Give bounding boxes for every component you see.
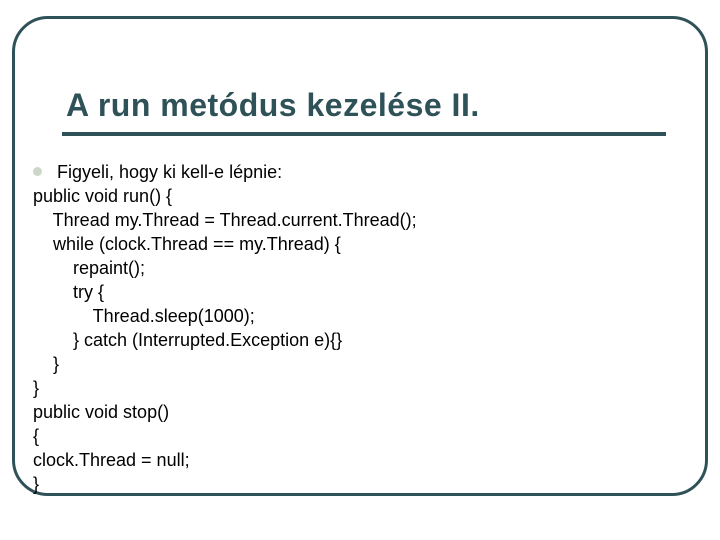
code-line: } (33, 354, 60, 374)
code-line: repaint(); (33, 258, 146, 278)
code-line: public void stop() (33, 402, 170, 422)
bullet-text: Figyeli, hogy ki kell-e lépnie: (57, 162, 283, 182)
code-block (33, 184, 417, 496)
code-line: } catch (Interrupted.Exception e){} (33, 330, 343, 350)
code-line: Thread.sleep(1000); (33, 306, 255, 326)
code-line: while (clock.Thread == my.Thread) { (33, 234, 341, 254)
code-line: clock.Thread = null; (33, 450, 190, 470)
bullet-dot-icon (33, 167, 42, 176)
title-underline (62, 132, 666, 136)
code-line: } (33, 378, 40, 398)
code-line: Thread my.Thread = Thread.current.Thread(); (33, 210, 417, 230)
slide-title: A run metódus kezelése II. (66, 87, 480, 123)
code-line: } (33, 474, 40, 494)
code-line: public void run() { (33, 186, 173, 206)
bullet-item (33, 160, 282, 184)
code-line: { (33, 426, 40, 446)
code-line: try { (33, 282, 105, 302)
